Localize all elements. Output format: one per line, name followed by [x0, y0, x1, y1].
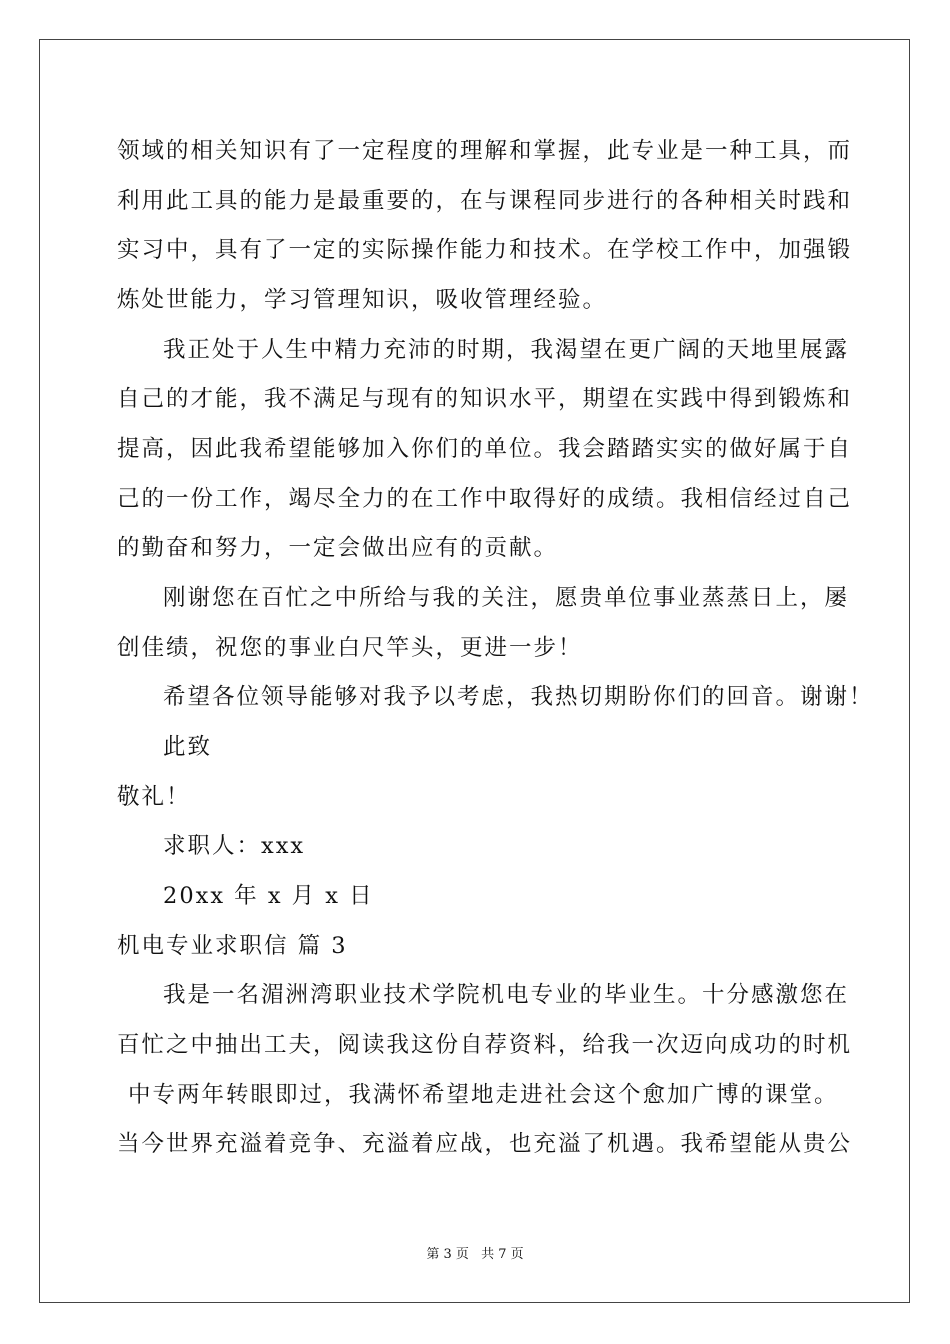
text-line: 自己的才能，我不满足与现有的知识水平，期望在实践中得到锻炼和: [117, 386, 853, 412]
text-line: 百忙之中抽出工夫，阅读我这份自荐资料，给我一次迈向成功的时机: [117, 1032, 853, 1058]
text-line: 希望各位领导能够对我予以考虑，我热切期盼你们的回音。谢谢！: [163, 684, 874, 710]
text-line: 刚谢您在百忙之中所给与我的关注，愿贵单位事业蒸蒸日上，屡: [163, 585, 850, 611]
closing-respect: 敬礼！: [117, 784, 191, 810]
text-line: 利用此工具的能力是最重要的，在与课程同步进行的各种相关时践和: [117, 188, 853, 214]
applicant-signature: 求职人：xxx: [163, 833, 306, 859]
text-line: 中专两年转眼即过，我满怀希望地走进社会这个愈加广博的课堂。: [128, 1082, 839, 1108]
closing-salutation: 此致: [163, 734, 213, 760]
text-line: 创佳绩，祝您的事业白尺竿头，更进一步！: [117, 635, 583, 661]
text-line: 领域的相关知识有了一定程度的理解和掌握，此专业是一种工具，而: [117, 138, 853, 164]
text-line: 提高，因此我希望能够加入你们的单位。我会踏踏实实的做好属于自: [117, 436, 853, 462]
letter-date: 20xx 年 x 月 x 日: [163, 883, 374, 909]
text-line: 我是一名湄洲湾职业技术学院机电专业的毕业生。十分感激您在: [163, 982, 850, 1008]
page-number: 第 3 页: [426, 1247, 469, 1262]
section-heading: 机电专业求职信 篇 3: [117, 933, 348, 959]
text-line: 当今世界充溢着竞争、充溢着应战，也充溢了机遇。我希望能从贵公: [117, 1131, 853, 1157]
text-line: 己的一份工作，竭尽全力的在工作中取得好的成绩。我相信经过自己: [117, 486, 853, 512]
text-line: 炼处世能力，学习管理知识，吸收管理经验。: [117, 287, 608, 313]
page-total: 共 7 页: [481, 1247, 524, 1262]
page-border: [39, 39, 910, 1303]
text-line: 实习中，具有了一定的实际操作能力和技术。在学校工作中，加强锻: [117, 237, 853, 263]
page-footer: [0, 1246, 950, 1264]
text-line: 的勤奋和努力，一定会做出应有的贡献。: [117, 535, 559, 561]
text-line: 我正处于人生中精力充沛的时期，我渴望在更广阔的天地里展露: [163, 337, 850, 363]
